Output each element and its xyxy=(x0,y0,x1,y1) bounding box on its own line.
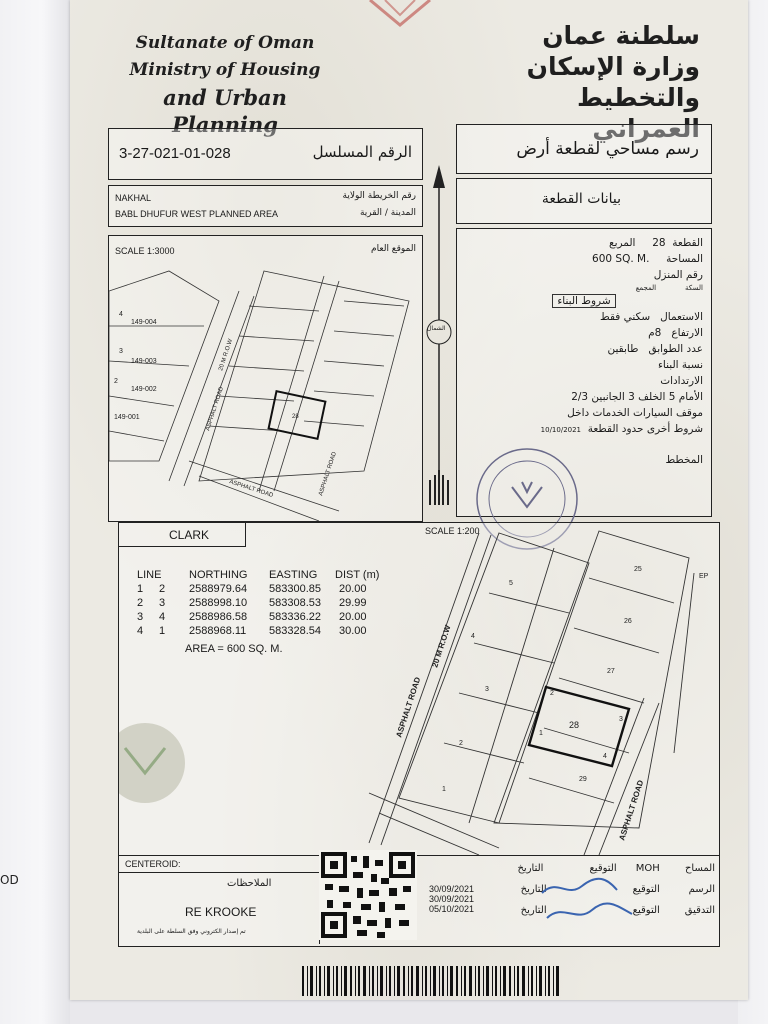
house-cols-row xyxy=(465,283,703,293)
remarks-value: RE KROOKE xyxy=(185,905,257,919)
ratio-label: نسبة البناء xyxy=(657,359,703,371)
road-label: ASPHALT ROAD xyxy=(205,386,226,432)
plot-data-header-box xyxy=(456,178,712,224)
signature-date-label: التاريخ xyxy=(517,863,544,874)
col-northing: NORTHING xyxy=(189,569,248,581)
special-row xyxy=(465,421,703,438)
general-map-drawing xyxy=(109,261,422,521)
serial-box xyxy=(108,128,423,180)
plot-data-header: بيانات القطعة xyxy=(541,191,621,207)
special-label: شروط أخرى حدود القطعة xyxy=(587,423,703,435)
detail-road-label: ASPHALT ROAD xyxy=(394,675,423,739)
header-en-line: and Urban Planning xyxy=(163,85,287,137)
general-map-plot-label: 28 xyxy=(292,414,299,420)
cell: 2588979.64 xyxy=(189,583,248,595)
signature-date: 30/09/2021 xyxy=(429,884,475,894)
cell: 3 xyxy=(159,597,166,609)
plot-data-box xyxy=(456,228,712,517)
use-row xyxy=(465,309,703,325)
setback-values: الأمام 5 الخلف 3 الجانبين 2/3 xyxy=(571,391,703,403)
general-map-plot-label: 149-002 xyxy=(131,386,157,393)
detail-plot-label: 4 xyxy=(471,633,475,640)
plan-label: المخطط xyxy=(665,454,703,466)
floors-row xyxy=(465,341,703,357)
parking-label: موقف السيارات الخدمات داخل xyxy=(567,407,703,419)
signature-date: 30/09/2021 xyxy=(429,894,475,904)
use-value: سكني فقط xyxy=(599,311,651,323)
remarks-box xyxy=(119,872,320,944)
header-ar-line: وزارة الإسكان xyxy=(526,52,700,81)
road-label: ASPHALT ROAD xyxy=(228,479,274,500)
signature-role: الرسم xyxy=(688,884,715,895)
cell: 583308.53 xyxy=(269,597,321,609)
detail-scale: SCALE 1:200 xyxy=(425,526,480,536)
detail-map-box xyxy=(118,522,720,856)
general-map-scale: SCALE 1:3000 xyxy=(115,246,175,256)
floors-label: عدد الطوابق xyxy=(648,343,703,355)
village-value: BABL DHUFUR WEST PLANNED AREA xyxy=(115,209,279,219)
cell: 2 xyxy=(159,583,166,595)
cell: 2 xyxy=(137,597,144,609)
ministry-name-en xyxy=(110,30,340,138)
emblem-top-icon xyxy=(360,0,440,30)
plot-label: القطعة xyxy=(672,237,703,249)
plot-row xyxy=(465,235,703,251)
area-value: 600 SQ. M. xyxy=(592,253,650,265)
cell: 583336.22 xyxy=(269,611,321,623)
detail-plot-label: 27 xyxy=(607,668,615,675)
detail-plot-label: 5 xyxy=(509,580,513,587)
qr-code-icon xyxy=(319,850,417,940)
signature-date: 05/10/2021 xyxy=(429,904,475,914)
setbacks-row xyxy=(465,373,703,389)
square-label: المربع xyxy=(608,237,636,249)
signature-moh: MOH xyxy=(635,863,660,874)
conditions-label: شروط البناء xyxy=(552,294,615,308)
detail-road-label: 20 M R.O.W xyxy=(430,623,453,669)
col-line: LINE xyxy=(137,569,162,581)
village-label: المدينة / القرية xyxy=(359,208,416,218)
cell: 20.00 xyxy=(339,583,367,595)
detail-plot-label: 2 xyxy=(459,740,463,747)
hologram-icon xyxy=(118,718,193,808)
house-col: السكة xyxy=(685,284,703,292)
conditions-row xyxy=(465,293,703,309)
height-label: الارتفاع xyxy=(671,327,703,339)
corner-label: 4 xyxy=(603,753,607,760)
general-map-plot-number: 4 xyxy=(119,311,123,318)
centeroid-label: CENTEROID: xyxy=(125,859,181,869)
plot-number: 28 xyxy=(652,237,666,249)
detail-plot-label: 3 xyxy=(485,686,489,693)
cell: 4 xyxy=(159,611,166,623)
house-row xyxy=(465,267,703,283)
area-total: AREA = 600 SQ. M. xyxy=(185,643,283,655)
height-row xyxy=(465,325,703,341)
signature-date-label: التاريخ xyxy=(520,884,547,895)
house-label: رقم المنزل xyxy=(653,269,703,281)
general-map-plot-number: 3 xyxy=(119,348,123,355)
general-map-plot-label: 149-004 xyxy=(131,319,157,326)
cell: 30.00 xyxy=(339,625,367,637)
setbacks-label: الارتدادات xyxy=(660,375,703,387)
ratio-row xyxy=(465,357,703,373)
height-value: 8م xyxy=(648,327,662,339)
general-map-plot-label: 149-003 xyxy=(131,358,157,365)
complex-col: المجمع xyxy=(635,284,657,292)
ep-label: EP xyxy=(699,573,709,580)
left-stub-text: OD xyxy=(0,873,19,887)
header-en-line: Ministry of Housing xyxy=(129,60,321,80)
area-label: المساحة xyxy=(666,253,703,265)
cell: 29.99 xyxy=(339,597,367,609)
road-label: ASPHALT ROAD xyxy=(318,451,339,497)
signature-sign-label: التوقيع xyxy=(589,863,617,874)
general-map-box xyxy=(108,235,423,522)
header-ar-line: سلطنة عمان xyxy=(542,21,700,50)
remarks-label: الملاحظات xyxy=(227,878,272,889)
cell: 583328.54 xyxy=(269,625,321,637)
serial-label: الرقم المسلسل xyxy=(312,143,412,161)
header-ar-line: والتخطيط العمراني xyxy=(576,83,700,143)
detail-map-drawing xyxy=(119,523,719,855)
wilayat-value: NAKHAL xyxy=(115,193,152,203)
cell: 1 xyxy=(137,583,144,595)
doc-title: رسم مساحي لقطعة أرض xyxy=(516,139,699,159)
use-label: الاستعمال xyxy=(660,311,703,323)
signature-dates xyxy=(429,884,474,914)
corner-label: 2 xyxy=(550,690,554,697)
signature-scribble-icon xyxy=(537,868,657,928)
signature-role: المساح xyxy=(684,863,715,874)
barcode-icon xyxy=(302,966,562,996)
col-dist: DIST (m) xyxy=(335,569,380,581)
cell: 1 xyxy=(159,625,166,637)
corner-label: 3 xyxy=(619,716,623,723)
detail-road-label: ASPHALT ROAD xyxy=(617,778,646,842)
detail-plot-label: 29 xyxy=(579,776,587,783)
wilayat-label: رقم الخريطة الولاية xyxy=(342,191,416,201)
fine-print: تم إصدار الكتروني وفق السلطة على البلدية xyxy=(137,928,246,935)
floors-value: طابقين xyxy=(607,343,639,355)
cell: 2588986.58 xyxy=(189,611,248,623)
col-easting: EASTING xyxy=(269,569,318,581)
road-label: 20 M R.O.W xyxy=(218,338,235,372)
centeroid-box xyxy=(119,856,320,873)
special-date: 10/10/2021 xyxy=(540,426,582,434)
north-label: الشمال xyxy=(427,325,446,332)
detail-plot-label: 1 xyxy=(442,786,446,793)
doc-title-box xyxy=(456,124,712,174)
header-en-line: Sultanate of Oman xyxy=(135,33,315,53)
background-left-sheet xyxy=(0,0,70,1024)
general-map-plot-number: 2 xyxy=(114,378,118,385)
detail-plot-label: 28 xyxy=(569,720,580,730)
cell: 2588998.10 xyxy=(189,597,248,609)
setback-values-row xyxy=(465,389,703,405)
signature-sign-label: التوقيع xyxy=(632,905,660,916)
cell: 2588968.11 xyxy=(189,625,247,637)
corner-label: 1 xyxy=(539,730,543,737)
owner-name: CLARK xyxy=(169,528,210,542)
cell: 3 xyxy=(137,611,144,623)
footer-box xyxy=(118,855,720,947)
detail-plot-label: 26 xyxy=(624,618,632,625)
signature-role: التدقيق xyxy=(684,905,715,916)
general-map-label: الموقع العام xyxy=(371,244,416,254)
cell: 4 xyxy=(137,625,144,637)
serial-number: 3-27-021-01-028 xyxy=(119,145,231,162)
location-box xyxy=(108,185,423,227)
survey-document xyxy=(70,0,748,1000)
general-map-plot-label: 149-001 xyxy=(114,414,140,421)
parking-row xyxy=(465,405,703,421)
cell: 20.00 xyxy=(339,611,367,623)
area-row xyxy=(465,251,703,267)
north-arrow-icon xyxy=(424,160,454,515)
signature-date-label: التاريخ xyxy=(520,905,547,916)
cell: 583300.85 xyxy=(269,583,321,595)
signature-sign-label: التوقيع xyxy=(632,884,660,895)
detail-plot-label: 25 xyxy=(634,566,642,573)
